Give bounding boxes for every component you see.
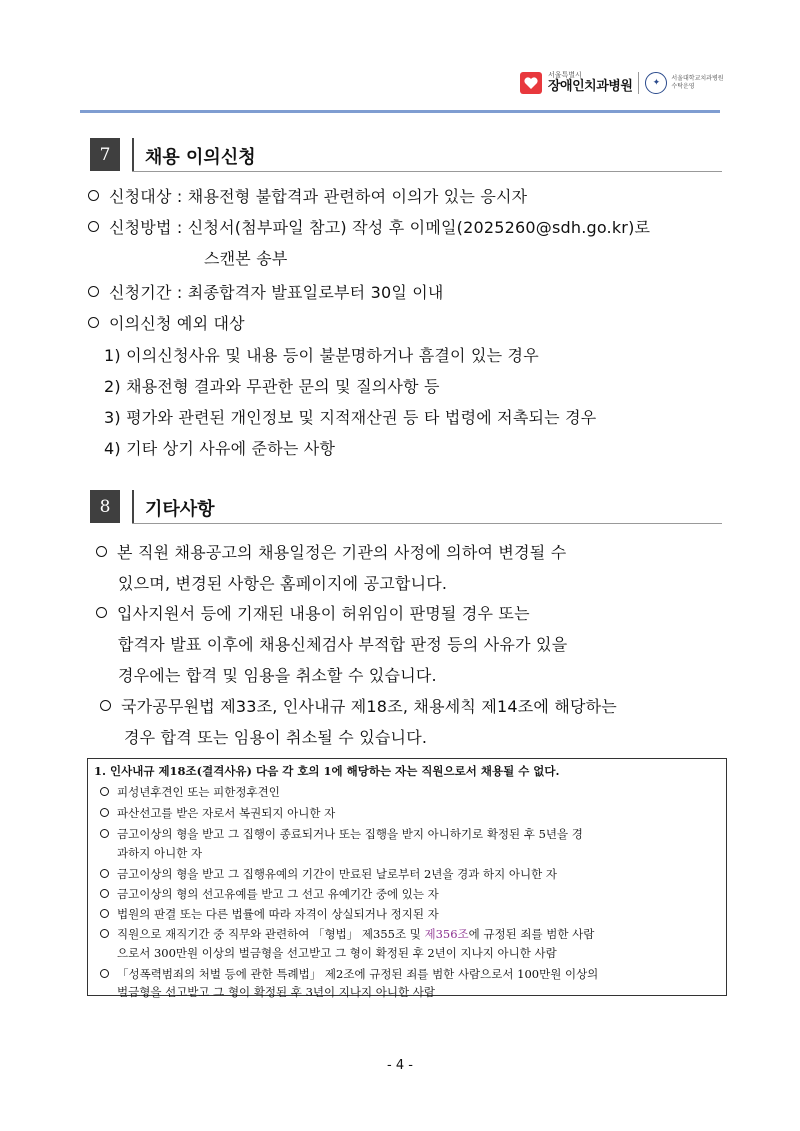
section-7-title: 채용 이의신청 [145, 147, 256, 168]
s8-line-3: 국가공무원법 제33조, 인사내규 제18조, 채용세칙 제14조에 해당하는 [100, 694, 617, 717]
s7-exception-1: 1) 이의신청사유 및 내용 등이 불분명하거나 흠결이 있는 경우 [104, 346, 539, 365]
logo-city-text: 서울특별시 [548, 71, 582, 79]
section-8-title: 기타사항 [145, 499, 215, 520]
box-item: 법원의 판결 또는 다른 법률에 따라 자격이 상실되거나 정지된 자 [100, 906, 439, 922]
circle-bullet-icon [100, 829, 109, 838]
section-8-rule [132, 523, 722, 524]
box-item-cont: 벌금형을 선고받고 그 형이 확정된 후 3년이 지나지 아니한 사람 [117, 985, 435, 999]
article-356-text: 제356조 [424, 927, 469, 941]
heart-icon [520, 72, 542, 94]
circle-bullet-icon [100, 700, 111, 711]
box-item: 피성년후견인 또는 피한정후견인 [100, 784, 280, 800]
circle-bullet-icon [100, 909, 109, 918]
box-item: 직원으로 재직기간 중 직무와 관련하여 「형법」 제355조 및 제356조에 규정된 죄를 범한 사람 [100, 926, 594, 942]
box-item: 「성폭력범죄의 처벌 등에 관한 특례법」 제2조에 규정된 죄를 범한 사람으로서 100만원 이상의 [100, 966, 598, 982]
section-7-bar [132, 138, 134, 171]
s7-line-target: 신청대상 : 채용전형 불합격과 관련하여 이의가 있는 응시자 [88, 184, 527, 207]
s7-line-method-cont: 스캔본 송부 [204, 249, 288, 268]
s8-line-1-cont: 있으며, 변경된 사항은 홈페이지에 공고합니다. [118, 574, 448, 593]
section-8-number: 8 [90, 490, 120, 523]
logo-hospital-name: 장애인치과병원 [548, 78, 633, 94]
box-item: 파산선고를 받은 자로서 복권되지 아니한 자 [100, 805, 335, 821]
s8-line-2: 입사지원서 등에 기재된 내용이 허위임이 판명될 경우 또는 [96, 601, 530, 624]
seal-text-2: 수탁운영 [671, 83, 695, 90]
circle-bullet-icon [96, 607, 107, 618]
s8-line-1: 본 직원 채용공고의 채용일정은 기관의 사정에 의하여 변경될 수 [96, 540, 566, 563]
disqualification-box [87, 758, 727, 999]
box-item-cont: 으로서 300만원 이상의 벌금형을 선고받고 그 형이 확정된 후 2년이 지나지 아니한 사람 [117, 946, 557, 960]
circle-bullet-icon [100, 808, 109, 817]
circle-bullet-icon [100, 969, 109, 978]
s7-line-method: 신청방법 : 신청서(첨부파일 참고) 작성 후 이메일(2025260@sdh.go.kr)로 [88, 215, 650, 238]
circle-bullet-icon [88, 286, 99, 297]
s7-line-exceptions: 이의신청 예외 대상 [88, 311, 245, 334]
circle-bullet-icon [88, 221, 99, 232]
box-item: 금고이상의 형을 받고 그 집행이 종료되거나 또는 집행을 받지 아니하기로 확정된 후 5년을 경 [100, 826, 583, 842]
box-item: 금고이상의 형의 선고유예를 받고 그 선고 유예기간 중에 있는 자 [100, 886, 439, 902]
circle-bullet-icon [100, 869, 109, 878]
s7-exception-2: 2) 채용전형 결과와 무관한 문의 및 질의사항 등 [104, 377, 440, 396]
page-number: - 4 - [387, 1058, 413, 1073]
circle-bullet-icon [88, 190, 99, 201]
hospital-logo [520, 72, 724, 94]
circle-bullet-icon [100, 889, 109, 898]
s8-line-3-cont: 경우 합격 또는 임용이 취소될 수 있습니다. [124, 728, 428, 747]
circle-bullet-icon [100, 787, 109, 796]
circle-bullet-icon [100, 929, 109, 938]
s7-exception-4: 4) 기타 상기 사유에 준하는 사항 [104, 439, 336, 458]
section-7-number: 7 [90, 138, 120, 171]
box-item-cont: 과하지 아니한 자 [117, 846, 203, 860]
seal-text-1: 서울대학교치과병원 [671, 75, 724, 83]
s8-line-2-cont: 합격자 발표 이후에 채용신체검사 부적합 판정 등의 사유가 있을 [118, 635, 568, 654]
box-title: 1. 인사내규 제18조(결격사유) 다음 각 호의 1에 해당하는 자는 직원으로서 채용될 수 없다. [94, 764, 560, 778]
logo-divider [638, 72, 639, 94]
s7-line-period: 신청기간 : 최종합격자 발표일로부터 30일 이내 [88, 280, 444, 303]
section-8-bar [132, 490, 134, 523]
circle-bullet-icon [88, 317, 99, 328]
university-seal-icon: ✦ [645, 72, 667, 94]
header-rule [80, 110, 720, 113]
circle-bullet-icon [96, 546, 107, 557]
box-item: 금고이상의 형을 받고 그 집행유예의 기간이 만료된 날로부터 2년을 경과 하지 아니한 자 [100, 866, 557, 882]
section-7-rule [132, 171, 722, 172]
s8-line-2-cont2: 경우에는 합격 및 임용을 취소할 수 있습니다. [118, 666, 437, 685]
s7-exception-3: 3) 평가와 관련된 개인정보 및 지적재산권 등 타 법령에 저촉되는 경우 [104, 408, 597, 427]
